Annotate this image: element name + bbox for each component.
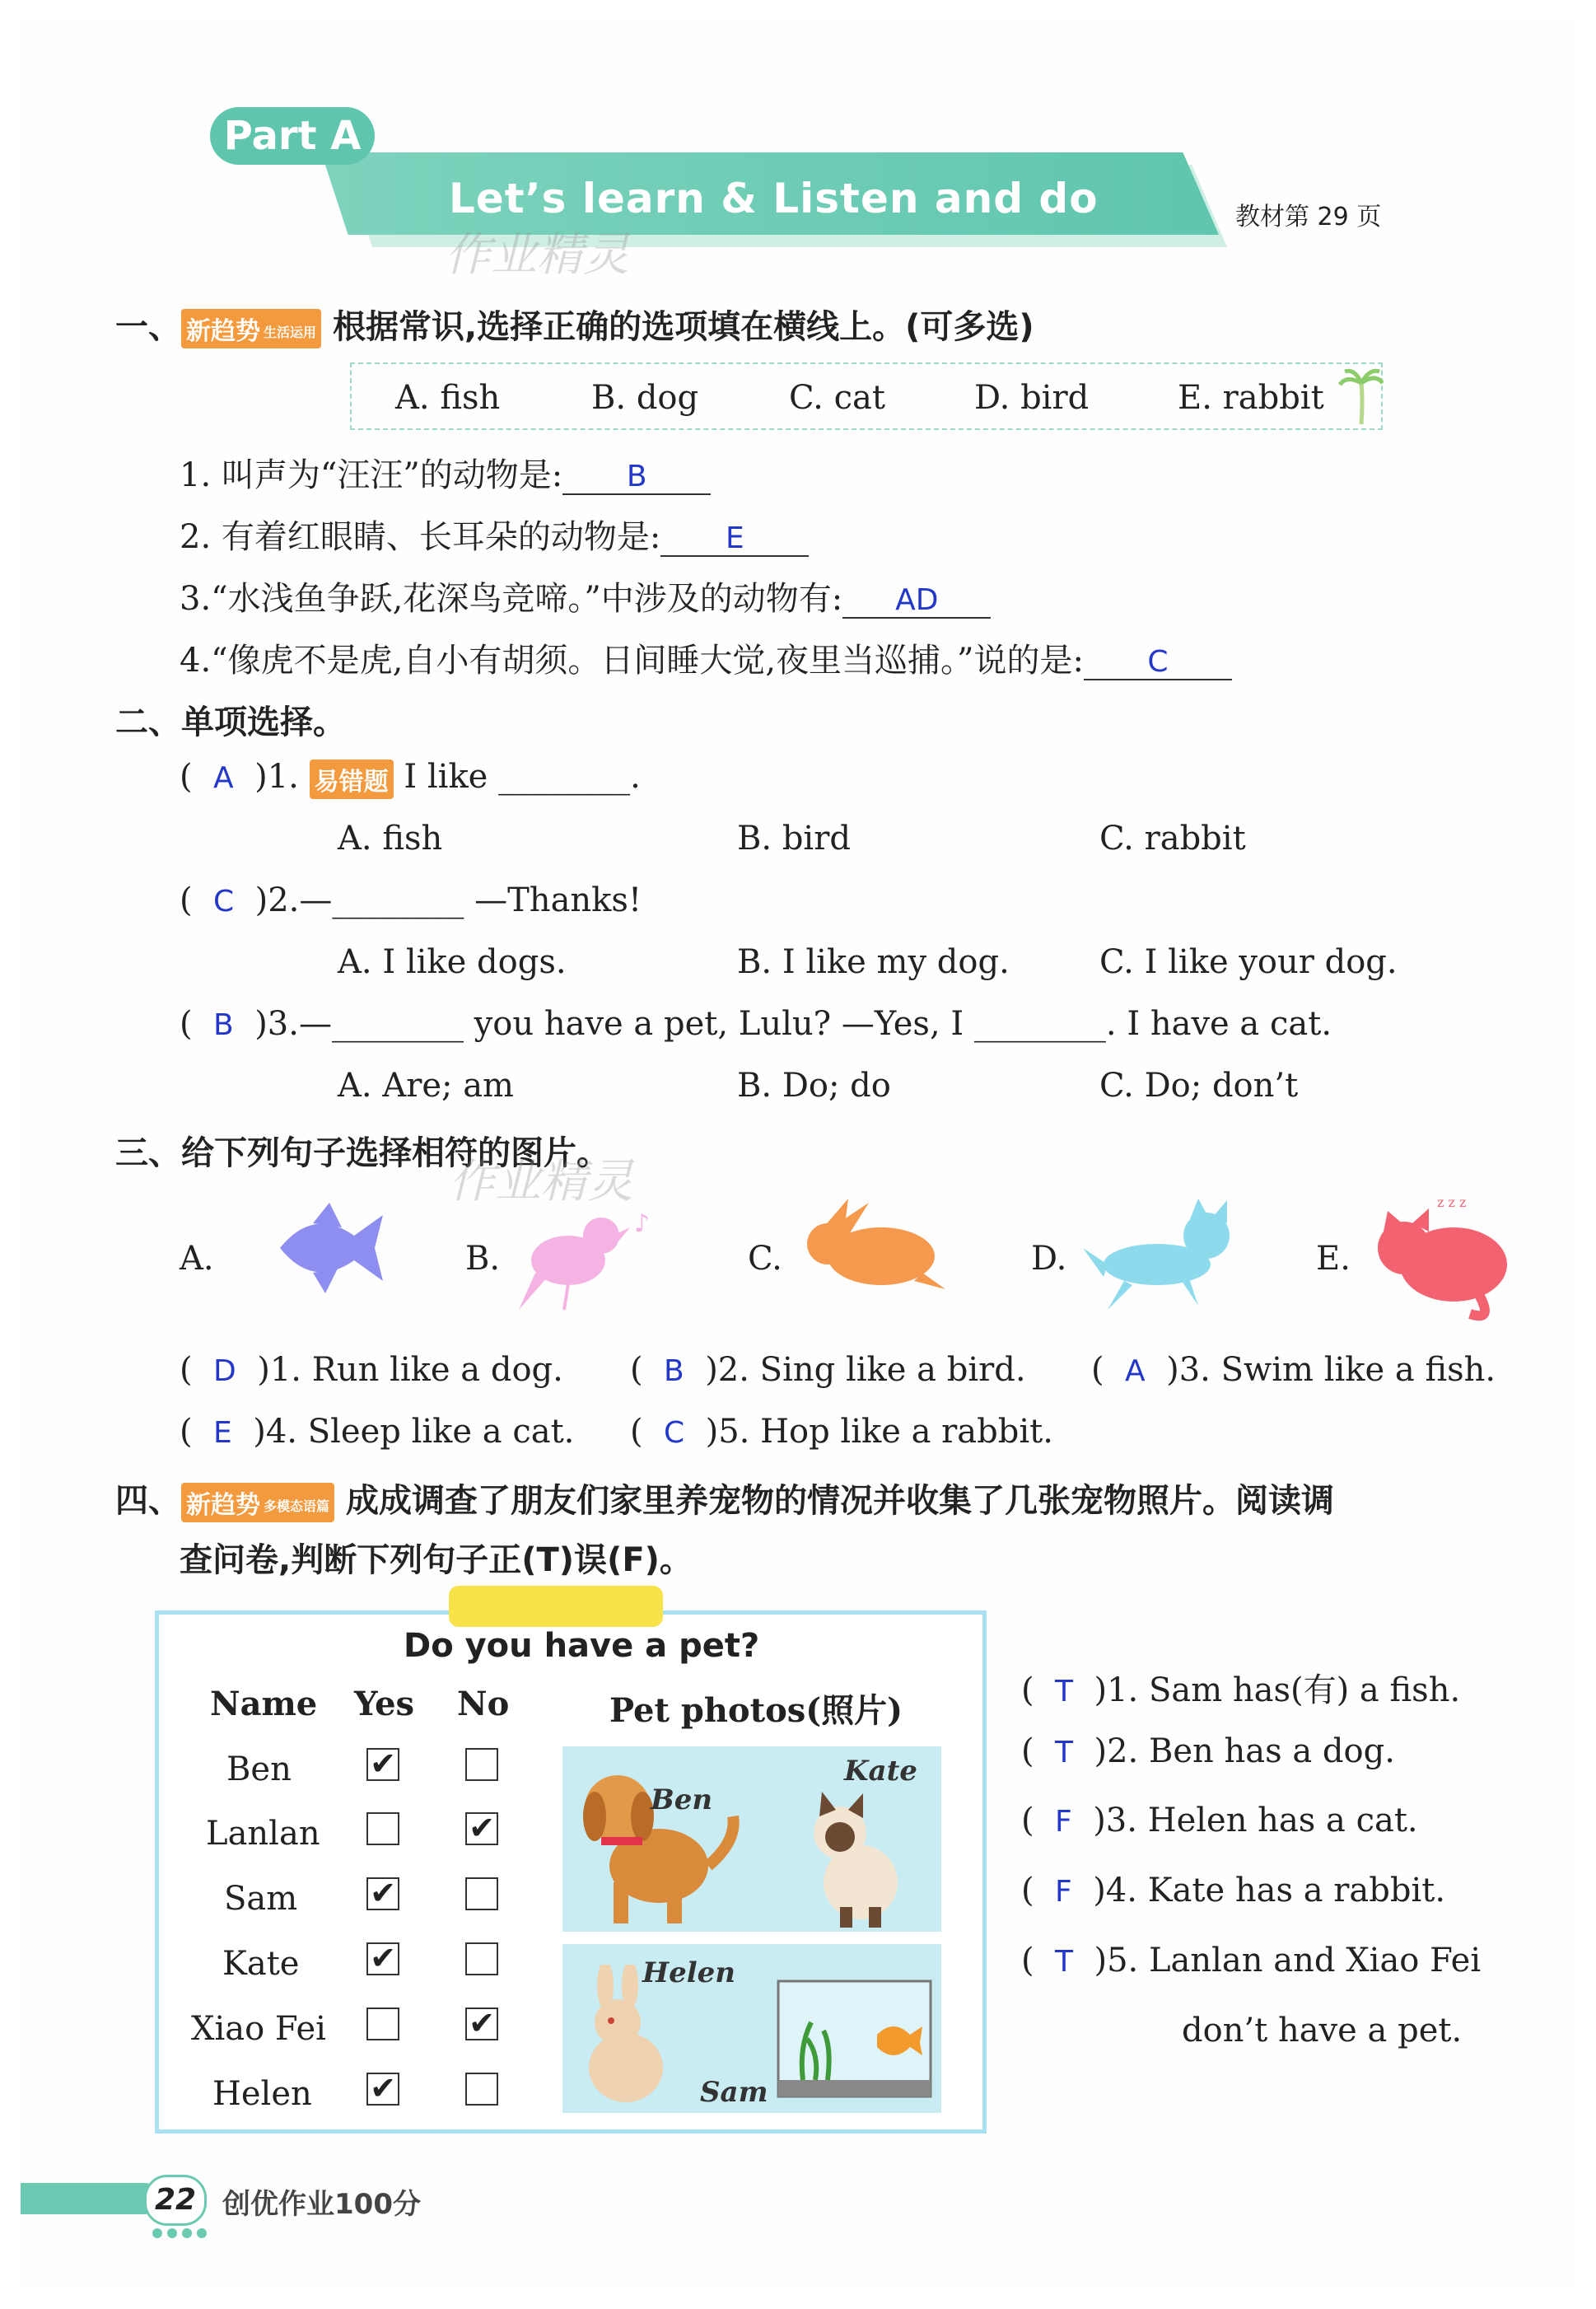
yes-checkbox[interactable] [366,2008,399,2040]
yes-checkbox[interactable]: ✔ [366,1942,399,1975]
option-d: D. bird [974,379,1090,417]
option-e: E. rabbit [1178,379,1324,417]
picture-label-a: A. [180,1240,214,1278]
photo-label-kate: Kate [844,1755,917,1788]
picture-label-c: C. [748,1240,782,1278]
answer-mark[interactable]: B [213,1008,234,1042]
yes-checkbox[interactable] [366,1812,399,1845]
col-name: Name [210,1685,318,1723]
q2-1-opt-a: A. fish [338,820,443,858]
no-checkbox[interactable] [465,1748,498,1781]
q2-2-opt-a: A. I like dogs. [338,943,567,981]
yes-checkbox[interactable]: ✔ [366,1877,399,1910]
answer-mark[interactable]: T [1055,1736,1074,1769]
fishtank-photo-icon [770,1965,935,2105]
section4-instruction-cont: 查问卷,判断下列句子正(T)误(F)。 [180,1541,693,1579]
answer-mark[interactable]: D [213,1354,236,1388]
col-photos: Pet photos(照片) [609,1691,903,1730]
col-no: No [457,1685,510,1723]
photo-label-helen: Helen [642,1956,736,1989]
row-name: Helen [212,2075,312,2113]
footer-bar [21,2183,161,2214]
photo-label-ben: Ben [651,1783,713,1816]
palm-tree-icon [1338,367,1384,428]
section1-heading [115,301,1034,348]
answer-mark[interactable]: C [664,1416,685,1450]
s3-sentence-3: ( A )3. Swim like a fish. [1091,1351,1496,1389]
judgement-1: ( T )1. Sam has(有) a fish. [1021,1671,1461,1709]
q2-2-opt-b: B. I like my dog. [737,943,1010,981]
judgement-5: ( T )5. Lanlan and Xiao Fei [1021,1942,1482,1979]
svg-text:♪: ♪ [634,1209,651,1238]
q2-1: ( A )1. 易错题 I like ________. [180,758,641,799]
no-checkbox[interactable]: ✔ [465,2008,498,2040]
q2-2: ( C )2.—________ —Thanks! [180,881,642,919]
q1-4: 4.“像虎不是虎,自小有胡须。日间睡大觉,夜里当巡捕。”说的是: C [180,634,1232,681]
footer-dots [152,2226,218,2239]
option-b: B. dog [591,379,699,417]
answer-mark[interactable]: F [1055,1875,1072,1909]
fish-icon [264,1199,387,1297]
row-name: Sam [224,1880,298,1918]
col-yes: Yes [354,1685,415,1723]
bird-icon [519,1194,659,1318]
q2-2-opt-c: C. I like your dog. [1099,943,1398,981]
judgement-3: ( F )3. Helen has a cat. [1021,1802,1418,1839]
row-name: Lanlan [206,1815,320,1853]
judgement-4: ( F )4. Kate has a rabbit. [1021,1872,1446,1909]
section3-heading: 三、给下列句子选择相符的图片。 [115,1134,609,1172]
no-checkbox[interactable]: ✔ [465,1812,498,1845]
q1-1: 1. 叫声为“汪汪”的动物是: B [180,449,711,496]
section4-number: 四、 [115,1482,181,1520]
section2-heading: 二、单项选择。 [115,703,346,741]
no-checkbox[interactable] [465,1942,498,1975]
picture-label-b: B. [465,1240,501,1278]
book-title: 创优作业100分 [222,2188,421,2221]
part-label: Part A [210,107,375,165]
dog-photo-icon [568,1750,741,1928]
option-c: C. cat [789,379,885,417]
yes-checkbox[interactable]: ✔ [366,1748,399,1781]
q2-1-opt-b: B. bird [737,820,851,858]
s3-sentence-5: ( C )5. Hop like a rabbit. [630,1413,1053,1451]
row-name: Ben [226,1750,292,1788]
answer-blank[interactable]: E [660,521,809,557]
option-a: A. fish [395,379,501,417]
yes-checkbox[interactable]: ✔ [366,2073,399,2106]
q2-3-opt-a: A. Are; am [338,1067,514,1105]
s3-sentence-2: ( B )2. Sing like a bird. [630,1351,1026,1389]
answer-mark[interactable]: C [213,885,235,918]
q1-3: 3.“水浅鱼争跃,花深鸟竞啼。”中涉及的动物有: AD [180,573,991,619]
q2-3: ( B )3.—________ you have a pet, Lulu? —Yes, I ________. I have a cat. [180,1005,1332,1043]
answer-mark[interactable]: E [213,1416,232,1450]
section1-instruction: 根据常识,选择正确的选项填在横线上。(可多选) [332,308,1034,346]
answer-mark[interactable]: T [1055,1945,1074,1979]
trend-badge: 新趋势 生活运用 [181,309,321,348]
s3-sentence-4: ( E )4. Sleep like a cat. [180,1413,575,1451]
q1-2: 2. 有着红眼睛、长耳朵的动物是: E [180,511,809,558]
svg-text:z z z: z z z [1437,1194,1467,1210]
watermark: 作业精灵 [449,1155,633,1208]
no-checkbox[interactable] [465,2073,498,2106]
cat-icon [1371,1190,1511,1322]
q2-3-opt-b: B. Do; do [737,1067,891,1105]
picture-label-e: E. [1316,1240,1351,1278]
section4-instruction: 成成调查了朋友们家里养宠物的情况并收集了几张宠物照片。阅读调 [345,1482,1334,1520]
answer-blank[interactable]: C [1084,645,1232,680]
page-number: 22 [144,2175,207,2226]
answer-mark[interactable]: A [1125,1354,1146,1388]
judgement-2: ( T )2. Ben has a dog. [1021,1732,1395,1770]
rabbit-icon [799,1199,947,1297]
dog-icon [1083,1199,1239,1314]
answer-blank[interactable]: AD [842,583,991,619]
judgement-5-cont: don’t have a pet. [1182,2012,1463,2050]
row-name: Kate [222,1945,300,1983]
error-prone-badge: 易错题 [310,760,394,799]
section1-number: 一、 [115,308,181,346]
row-name: Xiao Fei [191,2010,326,2048]
q2-1-opt-c: C. rabbit [1099,820,1246,858]
s3-sentence-1: ( D )1. Run like a dog. [180,1351,563,1389]
answer-mark[interactable]: F [1055,1805,1072,1839]
survey-title: Do you have a pet? [404,1627,760,1665]
textbook-page-ref: 教材第 29 页 [1235,203,1382,231]
watermark: 作业精灵 [445,228,629,282]
cat-photo-icon [791,1792,931,1928]
page-title: Let’s learn & Listen and do [449,175,1099,222]
answer-blank[interactable]: B [562,460,711,495]
section4-heading [115,1475,1334,1522]
answer-mark[interactable]: A [213,761,234,795]
photo-label-sam: Sam [700,2076,768,2109]
trend-badge: 新趋势 多模态语篇 [181,1483,334,1522]
no-checkbox[interactable] [465,1877,498,1910]
answer-mark[interactable]: B [664,1354,684,1388]
q2-3-opt-c: C. Do; don’t [1099,1067,1299,1105]
answer-mark[interactable]: T [1055,1675,1074,1708]
survey-tab-decoration [449,1586,663,1627]
picture-label-d: D. [1031,1240,1067,1278]
